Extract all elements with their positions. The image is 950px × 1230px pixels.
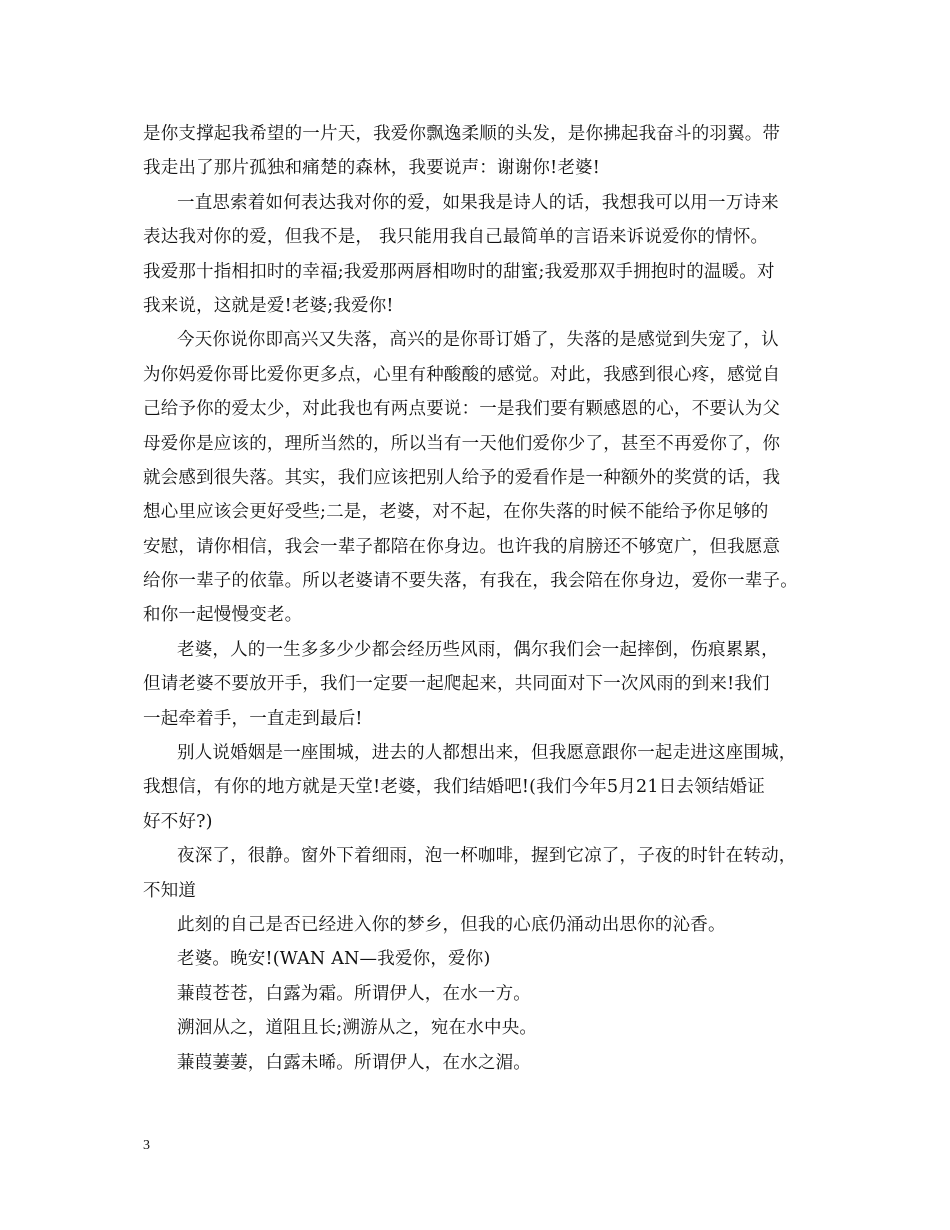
text-line: 我来说，这就是爱!老婆;我爱你! xyxy=(143,295,394,316)
text-line: 但请老婆不要放开手，我们一定要一起爬起来，共同面对下一次风雨的到来!我们 xyxy=(143,674,770,695)
text-line: 表达我对你的爱，但我不是， 我只能用我自己最简单的言语来诉说爱你的情怀。 xyxy=(143,227,769,248)
text-line: 为你妈爱你哥比爱你更多点，心里有种酸酸的感觉。对此，我感到很心疼，感觉自 xyxy=(143,364,781,385)
text-line: 老婆。晚安!(WAN AN—我爱你，爱你) xyxy=(177,949,491,970)
text-line: 一直思索着如何表达我对你的爱，如果我是诗人的话，我想我可以用一万诗来 xyxy=(177,192,779,213)
text-line: 今天你说你即高兴又失落，高兴的是你哥订婚了，失落的是感觉到失宠了，认 xyxy=(177,330,779,351)
text-line: 好不好?) xyxy=(143,811,213,832)
text-line: 我想信，有你的地方就是天堂!老婆，我们结婚吧!(我们今年5月21日去领结婚证 xyxy=(143,777,765,798)
text-line: 蒹葭苍苍，白露为霜。所谓伊人，在水一方。 xyxy=(177,983,531,1004)
text-line: 蒹葭萋萋，白露未晞。所谓伊人，在水之湄。 xyxy=(177,1052,531,1073)
text-line: 老婆，人的一生多多少少都会经历些风雨，偶尔我们会一起摔倒，伤痕累累， xyxy=(177,639,779,660)
text-line: 不知道 xyxy=(143,880,197,901)
text-line: 此刻的自己是否已经进入你的梦乡，但我的心底仍涌动出思你的沁香。 xyxy=(177,914,726,935)
text-line: 夜深了，很静。窗外下着细雨，泡一杯咖啡，握到它凉了，子夜的时针在转动， xyxy=(177,846,797,867)
body-text xyxy=(143,117,833,1080)
page-number: 3 xyxy=(143,1138,150,1153)
text-line: 我爱那十指相扣时的幸福;我爱那两唇相吻时的甜蜜;我爱那双手拥抱时的温暖。对 xyxy=(143,261,775,282)
text-line: 想心里应该会更好受些;二是，老婆，对不起，在你失落的时候不能给予你足够的 xyxy=(143,502,769,523)
text-line: 是你支撑起我希望的一片天，我爱你飘逸柔顺的头发，是你拂起我奋斗的羽翼。带 xyxy=(143,124,781,144)
text-line: 就会感到很失落。其实，我们应该把别人给予的爱看作是一种额外的奖赏的话，我 xyxy=(143,467,781,488)
text-line: 给你一辈子的依靠。所以老婆请不要失落，有我在，我会陪在你身边，爱你一辈子。 xyxy=(143,571,798,592)
text-line: 母爱你是应该的，理所当然的，所以当有一天他们爱你少了，甚至不再爱你了，你 xyxy=(143,433,781,454)
text-line: 安慰，请你相信，我会一辈子都陪在你身边。也许我的肩膀还不够宽广，但我愿意 xyxy=(143,536,781,557)
text-line: 己给予你的爱太少，对此我也有两点要说：一是我们要有颗感恩的心，不要认为父 xyxy=(143,399,781,420)
text-line: 一起牵着手，一直走到最后! xyxy=(143,708,363,729)
text-line: 溯洄从之，道阻且长;溯游从之，宛在水中央。 xyxy=(177,1018,538,1039)
text-line: 我走出了那片孤独和痛楚的森林，我要说声：谢谢你!老婆! xyxy=(143,158,600,179)
text-line: 和你一起慢慢变老。 xyxy=(143,605,303,626)
text-line: 别人说婚姻是一座围城，进去的人都想出来，但我愿意跟你一起走进这座围城， xyxy=(177,743,797,764)
